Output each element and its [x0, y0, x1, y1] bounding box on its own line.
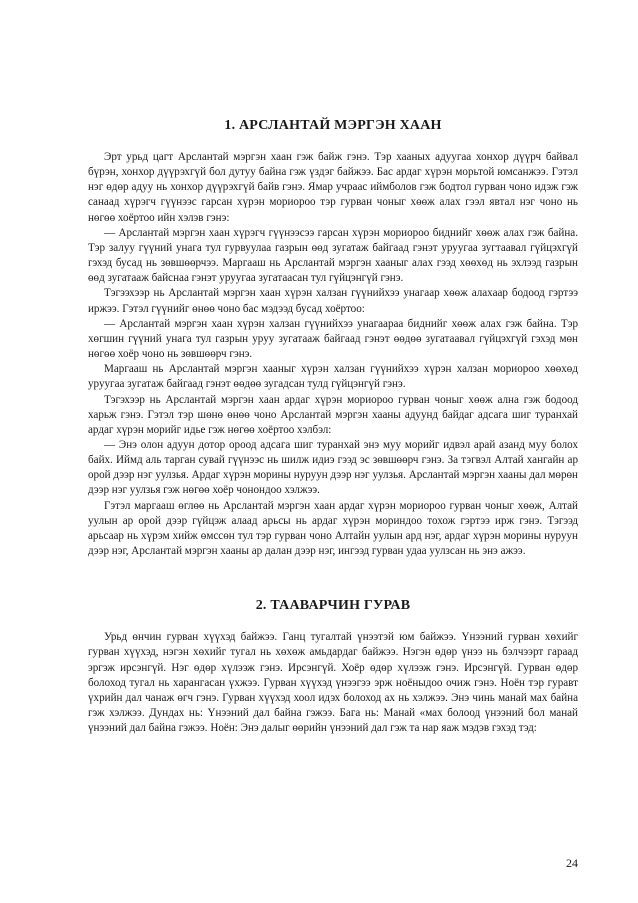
paragraph: Маргааш нь Арслантай мэргэн хааныг хүрэн халзан гүүнийхээ хүрэн халзан мориороо хөөхөд уруугаа зугатаж байгаад гэнэт өөдөө зугадсан тулд гүйцэнгүй гэнэ.	[88, 363, 578, 391]
section-taavarchin	[88, 598, 578, 736]
paragraph: Тэгээхээр нь Арслантай мэргэн хаан хүрэн халзан гүүнийхээ унагаар хөөж алахаар бодоод гэртээ иржээ. Гэтэл гүүнийг өнөө чоно бас мэдээд бусад хоёртоо:	[88, 287, 578, 315]
section-arslantai	[88, 118, 578, 559]
paragraph: — Энэ олон адуун дотор ороод адсага шиг туранхай энэ муу морийг идвэл арай азанд муу болох байх. Иймд аль тарган сувай гүүнээс нь шилж идиэ гээд эс зөвшөөрч гэнэ. За тэгвэл Алтай хангайн ар орой дээр нэг уулзья. Ардаг хүрэн морины нуруун дээр нэг уулзья. Арслантай мэргэн хааны дал мөрөн дээр нэг уулзья гэж нөгөө хоёр чонондоо хэлжээ.	[88, 438, 578, 497]
paragraph: — Арслантай мэргэн хаан хүрэн халзан гүүнийхээ унагаараа биднийг хөөж алах гэж байна. Тэр хөгшин гүүний унага тул газрын уруу зугатааж байгаад гэнэт өөдөө зугатаавал гүйцэхгүй гэхэд мөн нөгөө хоёр чоно нь зөвшөөрч гэнэ.	[88, 317, 578, 361]
paragraph: Тэгэхээр нь Арслантай мэргэн хаан ардаг хүрэн мориороо гурван чоныг хөөж ална гэж бодоод харьж гэнэ. Гэтэл тэр шөнө өнөө чоно Арслантай мэргэн хааны адуунд байдаг адсага шиг туранхай ардаг хүрэн морийг идье гэж нөгөө хоёртоо хэлбэл:	[88, 393, 578, 436]
paragraph: Эрт урьд цагт Арслантай мэргэн хаан гэж байж гэнэ. Тэр хааных адуугаа хонхор дүүрч байвал бүрэн, хонхор дүүрэхгүй бол дутуу байна гэж үздэг байжээ. Бас ардаг хүрэн морьтой юмсанжээ. Гэтэл нэг өдөр адуу нь хонхор дүүрэхгүй байв гэнэ. Ямар учраас иймболов гэж бодтол гурван чоно идэж гэж санаад хүрэгч гүүнээс гарсан хүрэн мориороо тэр гурван чоныг хөөж алах гээл явтал нэг чоно нь нөгөө хоёртоо ийн хэлэв гэнэ:	[88, 151, 578, 224]
section-title: 2. ТААВАРЧИН ГУРАВ	[255, 598, 411, 614]
section-title: 1. АРСЛАНТАЙ МЭРГЭН ХААН	[224, 118, 442, 133]
paragraph: — Арслантай мэргэн хаан хүрэгч гүүнээсээ гарсан хүрэн мориороо биднийг хөөж алах гэж байна. Тэр залуу гүүний унага тул гурвуулаа газрын өөд зугатаж байгаад гэнэт уруугаа зугтаавал гүйцэхгүй гэхэд бусад нь зөвшөөрчээ. Маргааш нь Арслантай мэргэн хааныг алах гээд хөөхөд нь эхлээд газрын өөд зугатааж байснаа гэнэт уруугаа зугатаасан тул гүйцэнгүй гэнэ.	[88, 226, 578, 285]
paragraph: Урьд өнчин гурван хүүхэд байжээ. Ганц тугалтай үнээтэй юм байжээ. Үнээний гурван хөхийг гурван хүүхэд, нэгэн хөхийг тугал нь хөхөж амьдардаг байжээ. Нэгэн өдөр үнээ нь бэлчээрт гараад эргэж ирсэнгүй. Нэг өдөр хүлээж гэнэ. Ирсэнгүй. Хоёр өдөр хүлээж гэнэ. Ирсэнгүй. Гурван өдөр болоход тугал нь харангасан үхжээ. Гурван хүүхэд үнээгээ эрж ноёныдоо очиж гэнэ. Ноён тэр гуравт үхрийн дал чанаж өгч гэнэ. Гурван хүүхэд хоол идэх болоход ах нь хэлжээ. Энэ чинь манай мах байна гэж хэлжээ. Дундах нь: Үнээний дал байна гэжээ. Бага нь: Манай «мах болоод үнээний бол манай үнээний дал байна гэжээ. Ноён: Энэ далыг өөрийн үнээний дал гэж та нар яаж мэдэв гэхэд тэд:	[88, 631, 578, 735]
page-number: 24	[566, 856, 578, 870]
page-content	[88, 118, 578, 736]
paragraph: Гэтэл маргааш өглөө нь Арслантай мэргэн хаан ардаг хүрэн мориороо гурван чоныг хөөж, Алтай уулын ар орой дээр гүйцэж алаад арьсы нь ардаг хүрэн мориндоо тохож гэртээ ирж гэнэ. Тэгээд арьсаар нь хүрэм хийж өмссөн тул тэр гурван чоно Алтайн уулын ард нэг, ардаг хүрэн морины нуруун дээр нэг, Арслантай мэргэн хааны ар далан дээр нэг, ингээд гурван удаа уулзсан нь энэ ажээ.	[88, 499, 578, 558]
